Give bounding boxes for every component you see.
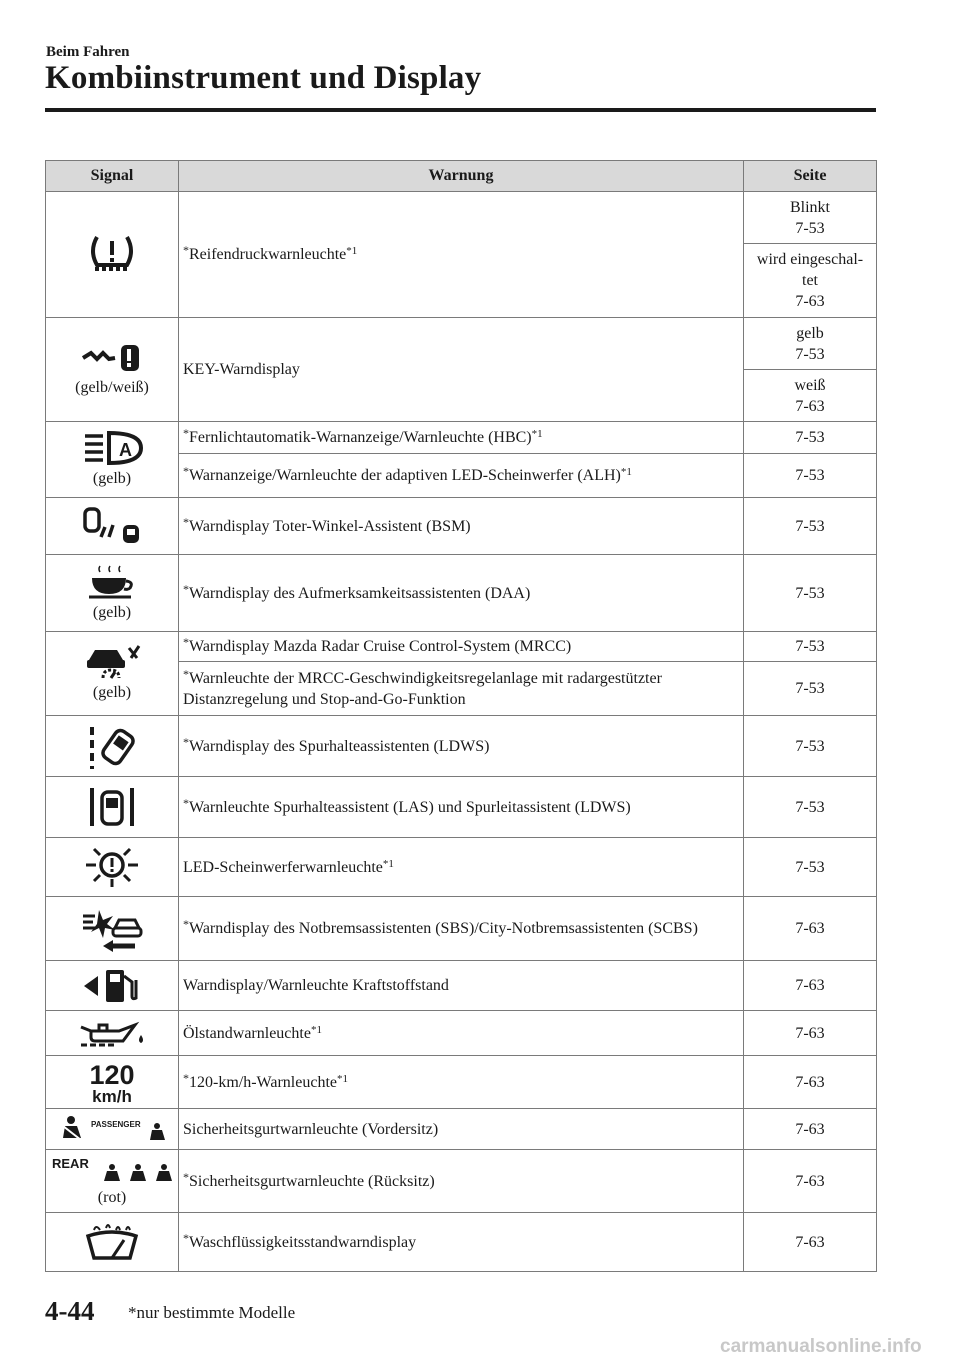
page-ref: 7-53 [795, 429, 825, 446]
lane-keep-icon [84, 784, 140, 830]
page-ref: 7-63 [795, 397, 825, 415]
table-row [46, 897, 877, 961]
warning-cell [179, 716, 744, 777]
signal-cell [46, 1056, 179, 1109]
model-star: * [183, 514, 189, 529]
oil-level-icon [77, 1017, 147, 1049]
watermark: carmanualsonline.info [720, 1336, 922, 1357]
table-row [46, 1213, 877, 1272]
page-ref: 7-53 [795, 858, 825, 876]
page-cell [744, 1150, 877, 1213]
speed-value: 120 [89, 1060, 135, 1090]
page-cell [744, 1109, 877, 1150]
lane-departure-icon [84, 723, 140, 769]
warning-table [45, 160, 877, 1272]
table-row [46, 1150, 877, 1213]
page-ref: 7-63 [795, 1120, 825, 1138]
page-cell [744, 422, 877, 454]
key-warning-icon [81, 341, 143, 375]
signal-cell [46, 716, 179, 777]
page-cell [744, 370, 877, 422]
warning-text: 120-km/h-Warnleuchte [189, 1073, 337, 1091]
page-cell [744, 897, 877, 961]
page-cell [744, 777, 877, 838]
warning-text: Sicherheitsgurtwarnleuchte (Rücksitz) [189, 1172, 435, 1190]
table-row [46, 777, 877, 838]
page-ref: 7-53 [795, 345, 825, 363]
footnote-mark: *1 [531, 428, 543, 440]
page-ref: 7-63 [795, 1024, 825, 1042]
warning-cell [179, 961, 744, 1011]
warning-text: Warndisplay Mazda Radar Cruise Control-System (MRCC) [189, 638, 572, 655]
page-cell [744, 498, 877, 555]
page-cell [744, 454, 877, 498]
table-row [46, 838, 877, 897]
seatbelt-rear-icon [50, 1155, 174, 1185]
warning-text: Warndisplay Toter-Winkel-Assistent (BSM) [189, 517, 471, 535]
page-cell [744, 961, 877, 1011]
page-cell [744, 632, 877, 662]
passenger-label: PASSENGER [91, 1120, 141, 1129]
table-row [46, 555, 877, 632]
warning-text: Sicherheitsgurtwarnleuchte (Vordersitz) [183, 1120, 439, 1138]
header-warning: Warnung [179, 161, 744, 192]
warning-cell [179, 1011, 744, 1056]
warning-text: Warnleuchte der MRCC-Geschwindigkeitsregelanlage mit radargestützter Distanzregelung und Stop-and-Go-Funktion [183, 669, 662, 708]
footnote-mark: *1 [382, 857, 394, 870]
model-star: * [183, 581, 189, 596]
warning-cell [179, 632, 744, 662]
warning-text: Warndisplay des Notbremsassistenten (SBS)/City-Notbremsassistenten (SCBS) [189, 920, 698, 937]
signal-color-label: (gelb) [92, 603, 132, 621]
signal-cell [46, 1011, 179, 1056]
warning-cell [179, 777, 744, 838]
table-row [46, 716, 877, 777]
page-cell [744, 662, 877, 716]
model-star: * [183, 635, 189, 649]
signal-color-label: (rot) [97, 1188, 127, 1206]
page-ref: 7-53 [795, 737, 825, 755]
signal-cell [46, 318, 179, 422]
page-ref: 7-63 [795, 920, 825, 937]
page-cell [744, 555, 877, 632]
warning-cell [179, 1213, 744, 1272]
table-row [46, 961, 877, 1011]
signal-cell [46, 498, 179, 555]
warning-cell [179, 454, 744, 498]
page-ref: 7-63 [795, 1233, 825, 1251]
page-cell [744, 244, 877, 318]
title-rule [45, 108, 876, 112]
page-ref: 7-53 [795, 798, 825, 816]
signal-cell [46, 838, 179, 897]
warning-text: Waschflüssigkeitsstandwarndisplay [189, 1233, 417, 1251]
table-row [46, 632, 877, 662]
page-ref: 7-63 [795, 1172, 825, 1190]
signal-cell [46, 422, 179, 498]
model-star: * [183, 464, 189, 478]
page-cell [744, 1011, 877, 1056]
led-headlight-warning-icon [84, 845, 140, 889]
signal-cell [46, 961, 179, 1011]
header-page: Seite [744, 161, 877, 192]
warning-cell [179, 422, 744, 454]
warning-cell [179, 555, 744, 632]
coffee-cup-icon [86, 564, 138, 600]
page-condition: wird eingeschal- [756, 251, 864, 268]
table-row [46, 498, 877, 555]
footnote-mark: *1 [346, 245, 358, 257]
signal-cell [46, 1213, 179, 1272]
blind-spot-icon [81, 507, 143, 545]
warning-cell [179, 1150, 744, 1213]
page-cell [744, 1213, 877, 1272]
table-row [46, 1011, 877, 1056]
model-star: * [183, 734, 189, 749]
footnote-mark: *1 [337, 1072, 348, 1085]
warning-text: Fernlichtautomatik-Warnanzeige/Warnleuchte (HBC) [189, 429, 532, 446]
model-star: * [183, 666, 189, 681]
page-ref: 7-53 [795, 467, 825, 484]
warning-text: Reifendruckwarnleuchte [189, 246, 347, 263]
warning-text: LED-Scheinwerferwarnleuchte [183, 858, 383, 876]
footnote-mark: *1 [310, 1023, 322, 1036]
signal-cell [46, 777, 179, 838]
signal-cell [46, 192, 179, 318]
page-condition: Blinkt [789, 198, 830, 216]
speed-unit: km/h [92, 1087, 132, 1105]
warning-text: KEY-Warndisplay [183, 361, 300, 378]
warning-cell [179, 1109, 744, 1150]
warning-cell [179, 1056, 744, 1109]
page-ref: 7-53 [795, 219, 825, 237]
warning-text: Warndisplay des Spurhalteassistenten (LDWS) [189, 737, 490, 755]
page-ref: 7-63 [795, 1073, 825, 1091]
model-star: * [183, 795, 189, 810]
page-ref: 7-53 [795, 517, 825, 535]
signal-cell [46, 897, 179, 961]
model-star: * [183, 426, 189, 440]
page-cell [744, 716, 877, 777]
speed-120-icon [82, 1059, 142, 1105]
signal-color-label: (gelb) [92, 684, 132, 701]
page-title: Kombiinstrument und Display [45, 60, 482, 96]
radar-cruise-icon [81, 644, 143, 680]
seatbelt-front-icon [57, 1114, 167, 1144]
header-signal: Signal [46, 161, 179, 192]
warning-text: Ölstandwarnleuchte [183, 1024, 311, 1042]
signal-cell [46, 632, 179, 716]
warning-cell [179, 318, 744, 422]
warning-text: Warndisplay/Warnleuchte Kraftstoffstand [183, 977, 449, 994]
page-ref: 7-53 [795, 638, 825, 655]
warning-cell [179, 838, 744, 897]
warning-text: Warnanzeige/Warnleuchte der adaptiven LED-Scheinwerfer (ALH) [189, 467, 621, 484]
warning-cell [179, 897, 744, 961]
auto-high-beam-icon [81, 430, 143, 466]
fuel-level-icon [82, 966, 142, 1006]
warning-text: Warndisplay des Aufmerksamkeitsassistenten (DAA) [189, 584, 531, 602]
washer-fluid-icon [82, 1222, 142, 1262]
model-star: * [183, 243, 189, 257]
page-cell [744, 838, 877, 897]
warning-cell [179, 662, 744, 716]
page-cell [744, 318, 877, 370]
table-row [46, 318, 877, 370]
model-star: * [183, 1070, 189, 1085]
page-ref: 7-53 [795, 584, 825, 602]
page-ref: 7-63 [795, 977, 825, 994]
page-cell [744, 192, 877, 244]
model-star: * [183, 1230, 189, 1245]
page-ref: 7-53 [795, 680, 825, 697]
table-header-row [46, 161, 877, 192]
table-row [46, 1109, 877, 1150]
page-condition: tet [802, 272, 818, 289]
warning-text: Warnleuchte Spurhalteassistent (LAS) und Spurleitassistent (LDWS) [189, 798, 631, 816]
warning-cell [179, 498, 744, 555]
model-star: * [183, 1169, 189, 1184]
footnote-mark: *1 [620, 466, 632, 478]
page-condition: weiß [794, 376, 826, 394]
signal-cell [46, 555, 179, 632]
section-label: Beim Fahren [46, 44, 130, 60]
signal-cell [46, 1109, 179, 1150]
brake-support-icon [79, 906, 145, 952]
footnote: *nur bestimmte Modelle [128, 1303, 296, 1322]
page-cell [744, 1056, 877, 1109]
signal-color-label: (gelb) [92, 470, 132, 487]
page-ref: 7-63 [795, 293, 825, 310]
table-row [46, 422, 877, 454]
page-condition: gelb [796, 324, 824, 342]
tire-pressure-warning-icon [85, 233, 139, 277]
page-number: 4-44 [45, 1296, 95, 1326]
warning-cell [179, 192, 744, 318]
table-row [46, 1056, 877, 1109]
svg-text:A: A [119, 440, 132, 460]
model-star: * [183, 917, 189, 931]
signal-cell [46, 1150, 179, 1213]
signal-color-label: (gelb/weiß) [75, 379, 149, 396]
rear-label: REAR [52, 1155, 89, 1171]
table-row [46, 192, 877, 244]
